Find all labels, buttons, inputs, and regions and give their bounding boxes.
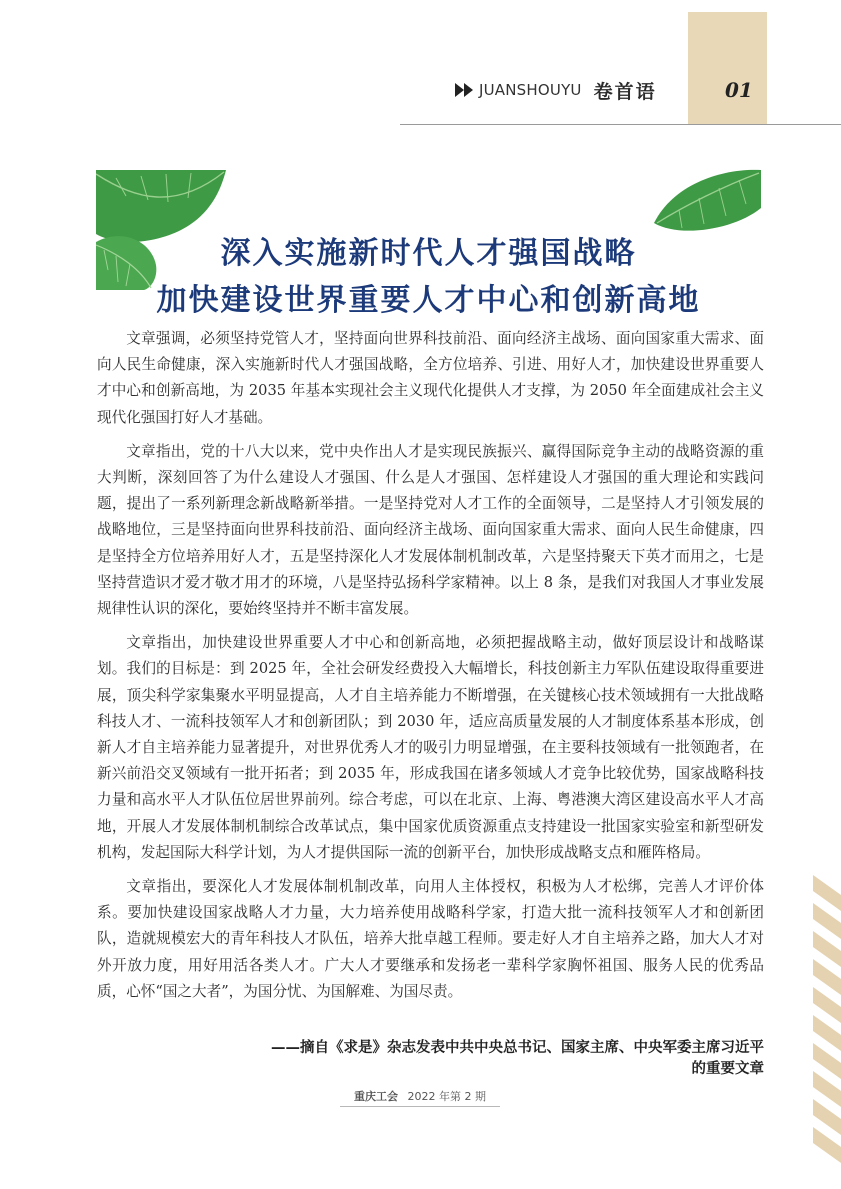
article-paragraph: 文章指出，要深化人才发展体制机制改革，向用人主体授权，积极为人才松绑，完善人才评价体系。要加快建设国家战略人才力量，大力培养使用战略科学家，打造大批一流科技领军人才和创新团队，造就规模宏大的青年科技人才队伍，培养大批卓越工程师。要走好人才自主培养之路，加大人才对外开放力度，用好用活各类人才。广大人才要继承和发扬老一辈科学家胸怀祖国、服务人民的优秀品质，心怀“国之大者”，为国分忧、为国解难、为国尽责。 xyxy=(97,878,764,1000)
article-title-line-2: 加快建设世界重要人才中心和创新高地 xyxy=(156,283,701,318)
section-header xyxy=(455,76,841,104)
stripe-decoration xyxy=(813,875,841,1175)
article-paragraph: 文章强调，必须坚持党管人才，坚持面向世界科技前沿、面向经济主战场、面向国家重大需求、面向人民生命健康，深入实施新时代人才强国战略，全方位培养、引进、用好人才，加快建设世界重要人才中心和创新高地，为 2035 年基本实现社会主义现代化提供人才支撑，为 2050 年全面建成社会主义现代化强国打好人才基础。 xyxy=(97,330,764,426)
header-tab-background xyxy=(688,12,767,124)
article-body xyxy=(97,326,764,1013)
publication-name: 重庆工会 xyxy=(354,1090,398,1103)
page-number: 01 xyxy=(725,78,753,102)
section-name-english: JUANSHOUYU xyxy=(479,81,582,99)
section-name-chinese: 卷首语 xyxy=(593,80,657,103)
footer-divider xyxy=(340,1106,500,1107)
leaf-decoration-right xyxy=(654,168,761,233)
article-paragraph: 文章指出，加快建设世界重要人才中心和创新高地，必须把握战略主动，做好顶层设计和战略谋划。我们的目标是：到 2025 年，全社会研发经费投入大幅增长，科技创新主力军队伍建设取得重要进展，顶尖科学家集聚水平明显提高，人才自主培养能力不断增强，在关键核心技术领域拥有一大批战略科技人才、一流科技领军人才和创新团队；到 2030 年，适应高质量发展的人才制度体系基本形成，创新人才自主培养能力显著提升，对世界优秀人才的吸引力明显增强，在主要科技领域有一批领跑者，在新兴前沿交叉领域有一批开拓者；到 2035 年，形成我国在诸多领域人才竞争比较优势，国家战略科技力量和高水平人才队伍位居世界前列。综合考虑，可以在北京、上海、粤港澳大湾区建设高水平人才高地，开展人才发展体制机制综合改革试点，集中国家优质资源重点支持建设一批国家实验室和新型研发机构，发起国际大科学计划，为人才提供国际一流的创新平台，加快形成战略支点和雁阵格局。 xyxy=(97,634,764,861)
article-title-line-1: 深入实施新时代人才强国战略 xyxy=(220,236,637,271)
source-attribution: ——摘自《求是》杂志发表中共中央总书记、国家主席、中央军委主席习近平的重要文章 xyxy=(271,1040,764,1077)
double-arrow-icon xyxy=(455,83,475,97)
page-footer xyxy=(300,1088,540,1104)
header-divider xyxy=(400,124,841,125)
issue-number: 2022 年第 2 期 xyxy=(407,1090,486,1103)
article-paragraph: 文章指出，党的十八大以来，党中央作出人才是实现民族振兴、赢得国际竞争主动的战略资源的重大判断，深刻回答了为什么建设人才强国、什么是人才强国、怎样建设人才强国的重大理论和实践问题，提出了一系列新理念新战略新举措。一是坚持党对人才工作的全面领导，二是坚持人才引领发展的战略地位，三是坚持面向世界科技前沿、面向经济主战场、面向国家重大需求、面向人民生命健康，四是坚持全方位培养用好人才，五是坚持深化人才发展体制机制改革，六是坚持聚天下英才而用之，七是坚持营造识才爱才敬才用才的环境，八是坚持弘扬科学家精神。以上 8 条，是我们对我国人才事业发展规律性认识的深化，要始终坚持并不断丰富发展。 xyxy=(97,442,764,618)
